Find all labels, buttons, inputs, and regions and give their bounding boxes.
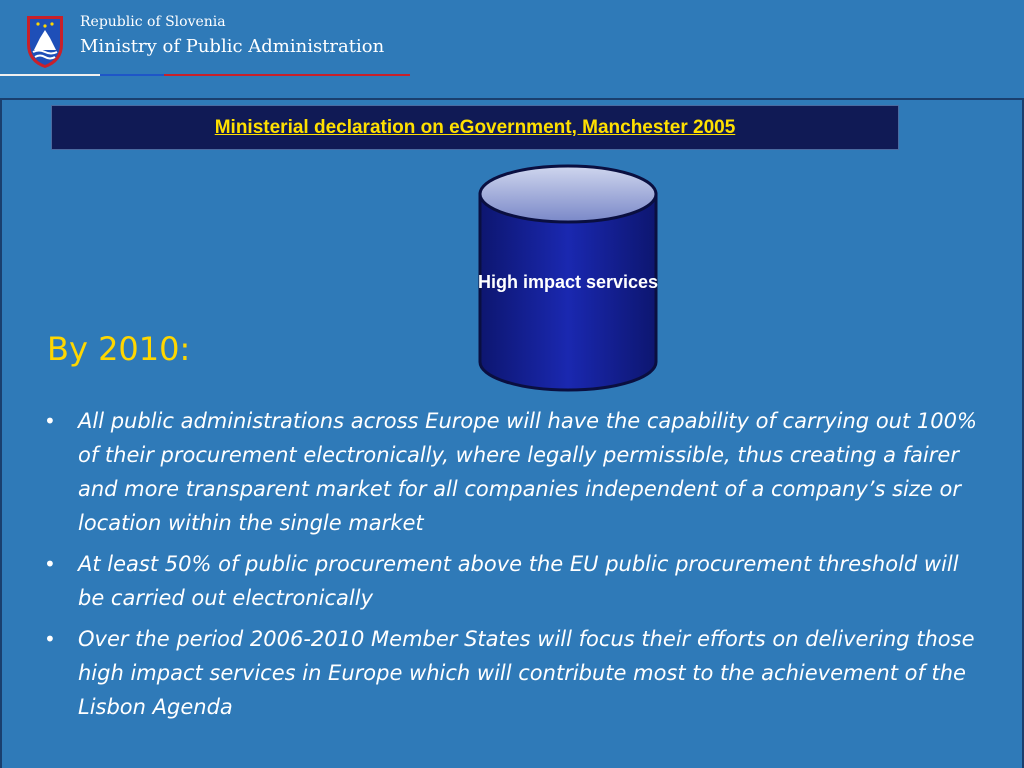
bullet-text: At least 50% of public procurement above the EU public procurement threshold will be carried out electronically bbox=[78, 552, 959, 610]
bullet-text: Over the period 2006-2010 Member States will focus their efforts on delivering those high impact services in Europe which will contribute most to the achievement of the Lisbon Agenda bbox=[78, 627, 975, 719]
bullet-text: All public administrations across Europe will have the capability of carrying out 100% of their procurement electronically, where legally permissible, thus creating a fairer and more transparent market for all companies independent of a company’s size or location within the single market bbox=[78, 409, 977, 535]
bullet-item bbox=[40, 547, 980, 615]
slide-header bbox=[0, 0, 1024, 100]
header-rule-white bbox=[0, 74, 100, 76]
bullet-item bbox=[40, 404, 980, 540]
frame-left-line bbox=[0, 98, 2, 768]
header-rule-red bbox=[164, 74, 410, 76]
bullet-glyph: • bbox=[44, 409, 56, 433]
bullet-glyph: • bbox=[44, 552, 56, 576]
header-rule-blue bbox=[100, 74, 164, 76]
org-country: Republic of Slovenia bbox=[80, 14, 226, 30]
cylinder-label: High impact services bbox=[477, 272, 659, 292]
banner-title: Ministerial declaration on eGovernment, Manchester 2005 bbox=[214, 116, 736, 138]
section-heading: By 2010: bbox=[47, 330, 191, 368]
frame-top-line bbox=[0, 98, 1024, 100]
title-banner bbox=[51, 105, 899, 150]
org-ministry: Ministry of Public Administration bbox=[80, 36, 385, 57]
bullet-item bbox=[40, 622, 980, 724]
bullet-glyph: • bbox=[44, 627, 56, 651]
bullet-list bbox=[40, 404, 980, 731]
slovenia-coat-of-arms-icon bbox=[25, 14, 65, 70]
